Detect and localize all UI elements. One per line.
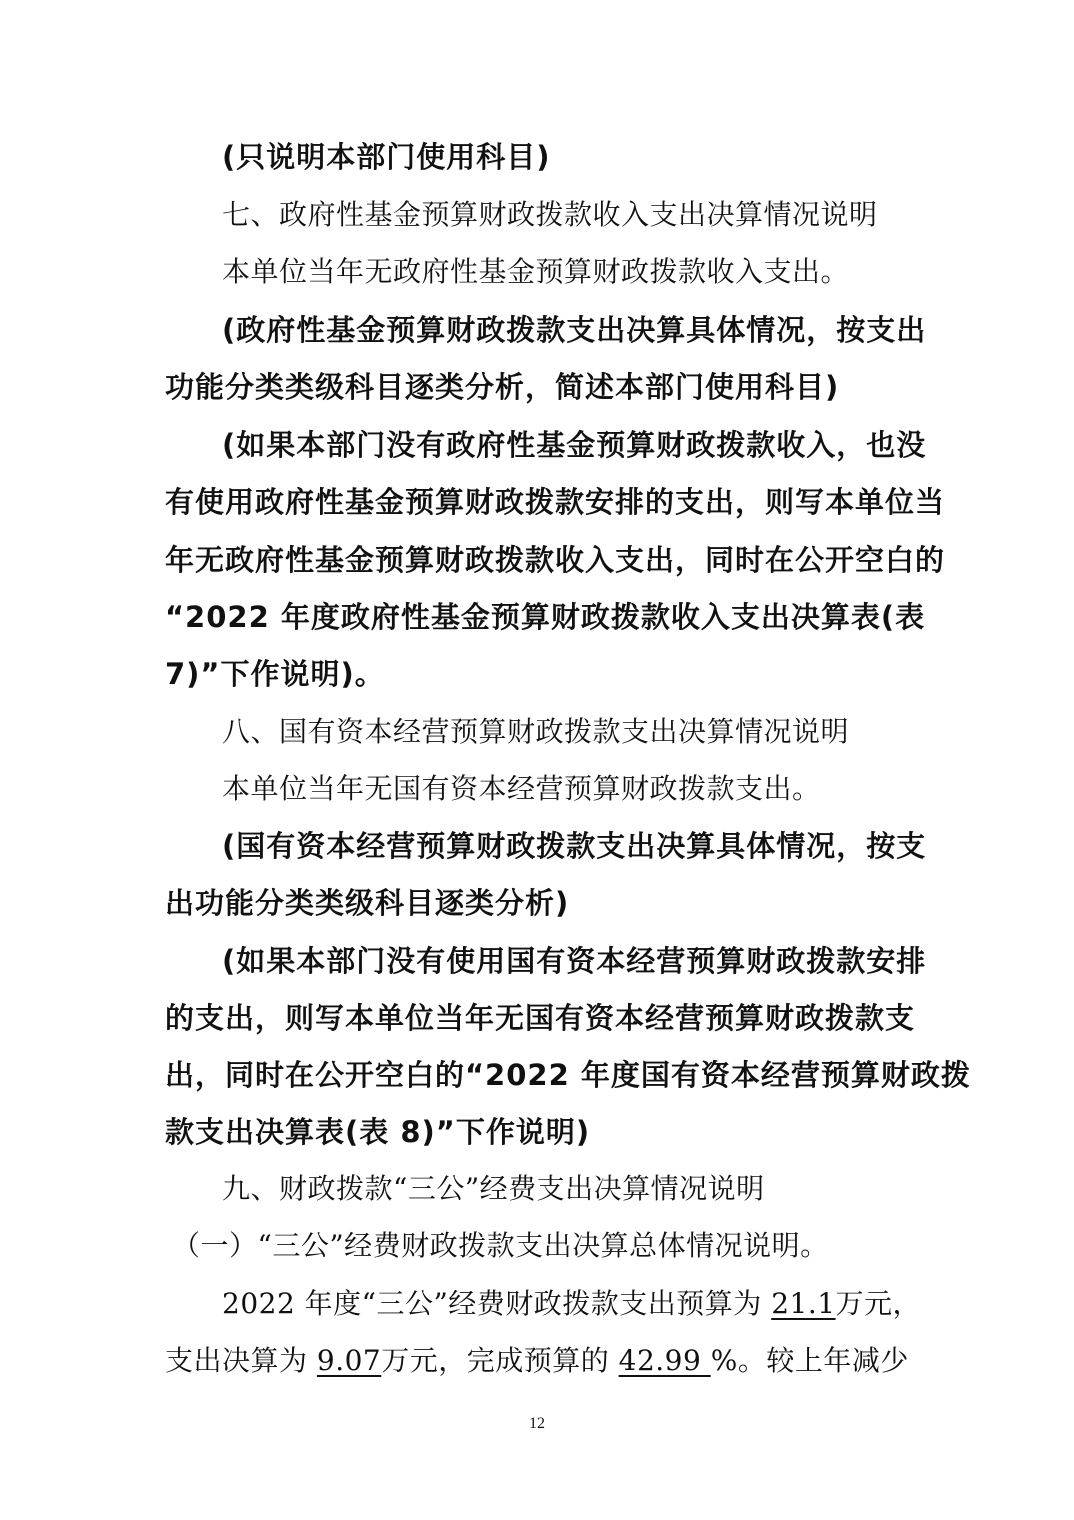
paragraph-line: (只说明本部门使用科目) [222, 140, 551, 174]
paragraph-line: “2022 年度政府性基金预算财政拨款收入支出决算表(表 [165, 600, 926, 634]
paragraph-line: 年无政府性基金预算财政拨款收入支出，同时在公开空白的 [165, 543, 946, 577]
paragraph-line: 本单位当年无国有资本经营预算财政拨款支出。 [222, 772, 821, 805]
paragraph-line: (如果本部门没有使用国有资本经营预算财政拨款安排 [222, 944, 927, 978]
paragraph-line: 出，同时在公开空白的“2022 年度国有资本经营预算财政拨 [165, 1058, 971, 1092]
paragraph-line: 7)”下作说明)。 [165, 657, 385, 691]
paragraph-line: (政府性基金预算财政拨款支出决算具体情况，按支出 [222, 313, 927, 347]
paragraph-line: (如果本部门没有政府性基金预算财政拨款收入，也没 [222, 428, 927, 462]
section-heading-nine: 九、财政拨款“三公”经费支出决算情况说明 [222, 1172, 765, 1205]
paragraph-line: 功能分类类级科目逐类分析，简述本部门使用科目) [165, 370, 840, 404]
paragraph-line: 款支出决算表(表 8)”下作说明) [165, 1115, 591, 1149]
summary-text: 2022 年度“三公”经费财政拨款支出预算为 [222, 1287, 772, 1320]
subsection-heading: （一）“三公”经费财政拨款支出决算总体情况说明。 [172, 1229, 829, 1262]
paragraph-line: (国有资本经营预算财政拨款支出决算具体情况，按支 [222, 829, 927, 863]
completion-rate-value: 42.99 [618, 1344, 711, 1377]
summary-text: 支出决算为 [165, 1344, 317, 1377]
summary-text: 万元， [835, 1287, 922, 1320]
paragraph-line: 的支出，则写本单位当年无国有资本经营预算财政拨款支 [165, 1001, 916, 1035]
summary-text: 万元，完成预算的 [381, 1344, 619, 1377]
paragraph-line: 出功能分类类级科目逐类分析) [165, 886, 570, 920]
paragraph-line: 有使用政府性基金预算财政拨款安排的支出，则写本单位当 [165, 485, 946, 519]
page-number: 12 [529, 1415, 545, 1432]
paragraph-line: 本单位当年无政府性基金预算财政拨款收入支出。 [222, 255, 850, 288]
final-value: 9.07 [316, 1344, 382, 1377]
summary-text: %。较上年减少 [710, 1344, 909, 1377]
section-heading-eight: 八、国有资本经营预算财政拨款支出决算情况说明 [222, 715, 850, 748]
summary-line-budget [222, 1284, 922, 1324]
summary-line-final [165, 1341, 910, 1381]
budget-value: 21.1 [771, 1287, 836, 1320]
section-heading-seven: 七、政府性基金预算财政拨款收入支出决算情况说明 [222, 198, 878, 231]
